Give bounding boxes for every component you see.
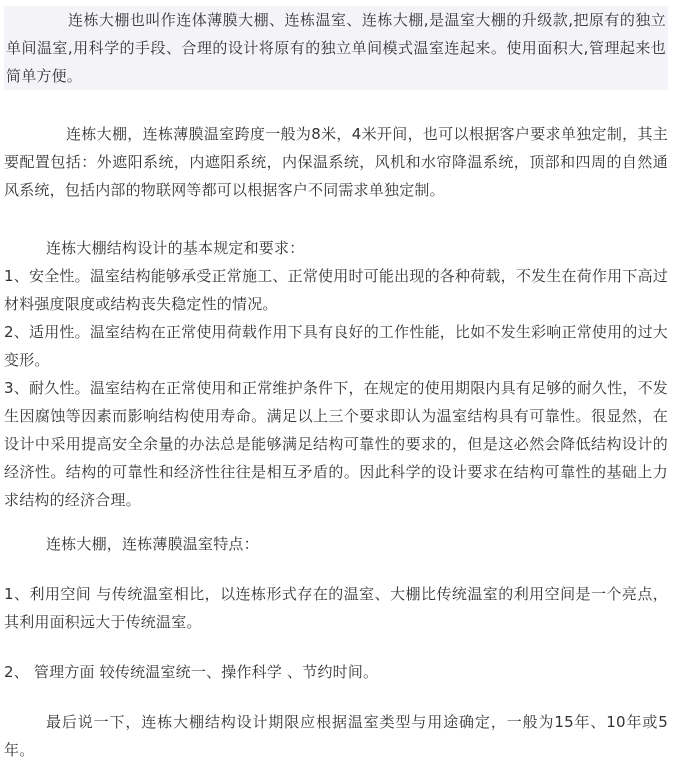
design-item-safety: 1、安全性。温室结构能够承受正常施工、正常使用时可能出现的各种荷载，不发生在荷作用下高过材料强度限度或结构丧失稳定性的情况。: [4, 267, 668, 313]
spacer: [4, 558, 668, 580]
config-paragraph: 连栋大棚，连栋薄膜温室跨度一般为8米，4米开间，也可以根据客户要求单独定制，其主要配置包括：外遮阳系统，内遮阳系统，内保温系统，风机和水帘降温系统，顶部和四周的自然通风系统，包括内部的物联网等都可以根据客户不同需求单独定制。: [4, 125, 668, 199]
article-body: [4, 6, 668, 764]
design-item-applicability: 2、适用性。温室结构在正常使用荷载作用下具有良好的工作性能，比如不发生彩响正常使用的过大变形。: [4, 323, 668, 369]
spacer: [4, 204, 668, 234]
spacer: [4, 636, 668, 658]
feature-management: 2、 管理方面 较传统温室统一、操作科学 、节约时间。: [4, 663, 379, 681]
spacer: [4, 686, 668, 708]
intro-paragraph: 连栋大棚也叫作连体薄膜大棚、连栋温室、连栋大棚,是温室大棚的升级款,把原有的独立单间温室,用科学的手段、合理的设计将原有的独立单间模式温室连起来。使用面积大,管理起来也简单方便。: [4, 6, 668, 90]
closing-paragraph: 最后说一下，连栋大棚结构设计期限应根据温室类型与用途确定，一般为15年、10年或5年。: [4, 713, 668, 759]
features-heading: 连栋大棚，连栋薄膜温室特点：: [46, 535, 259, 553]
design-heading: 连栋大棚结构设计的基本规定和要求：: [46, 239, 305, 257]
spacer: [4, 90, 668, 120]
feature-space: 1、利用空间 与传统温室相比，以连栋形式存在的温室、大棚比传统温室的利用空间是一个亮点，其利用面积远大于传统温室。: [4, 585, 668, 631]
spacer: [4, 514, 668, 530]
design-item-durability: 3、耐久性。温室结构在正常使用和正常维护条件下，在规定的使用期限内具有足够的耐久性，不发生因腐蚀等因素而影响结构使用寿命。满足以上三个要求即认为温室结构具有可靠性。很显然，在设计中采用提高安全余量的办法总是能够满足结构可靠性的要求的，但是这必然会降低结构设计的经济性。结构的可靠性和经济性往往是相互矛盾的。因此科学的设计要求在结构可靠性的基础上力求结构的经济合理。: [4, 379, 668, 509]
